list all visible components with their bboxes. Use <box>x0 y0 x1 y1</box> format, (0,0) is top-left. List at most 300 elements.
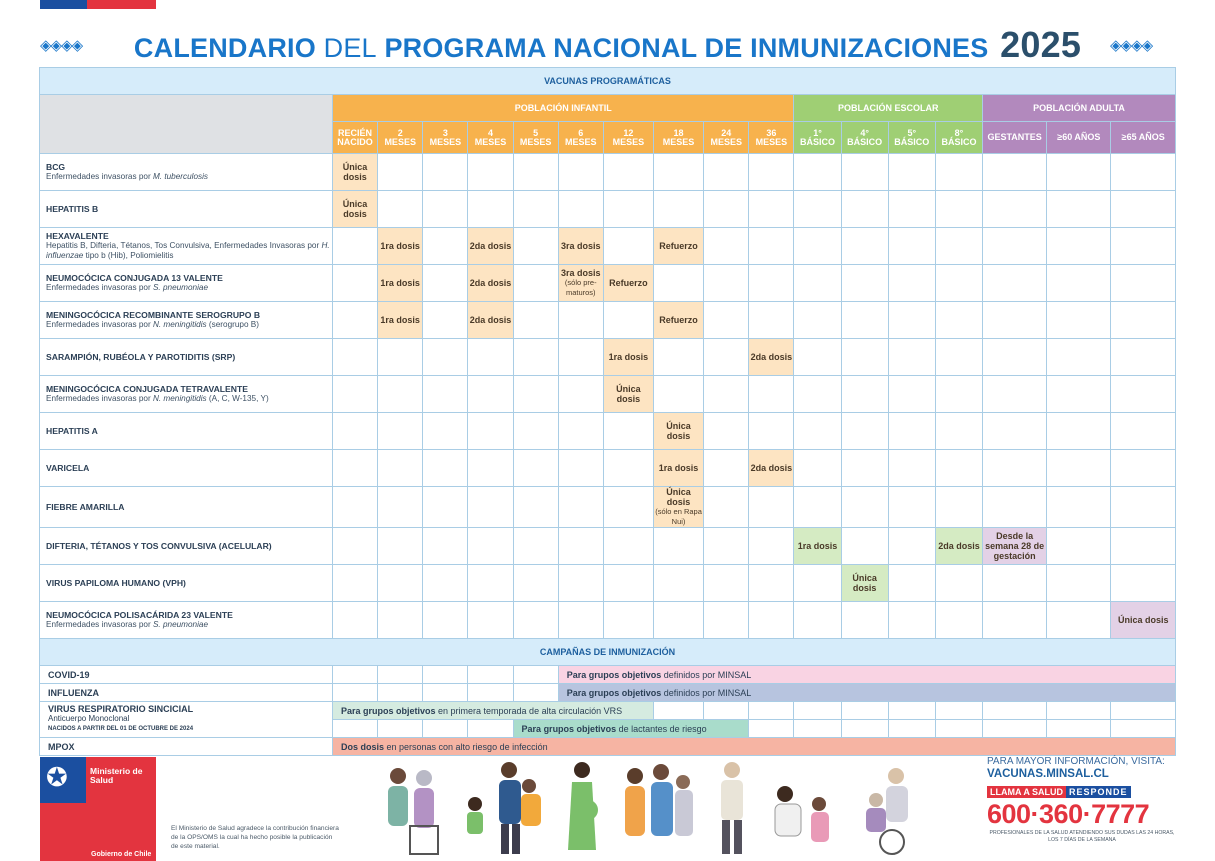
empty-cell <box>468 413 513 450</box>
empty-cell <box>983 450 1047 487</box>
empty-cell <box>749 265 794 302</box>
empty-cell <box>794 413 841 450</box>
age-column-16: ≥65 AÑOS <box>1111 122 1176 154</box>
empty-cell <box>841 339 888 376</box>
empty-cell <box>935 376 982 413</box>
vaccine-row <box>40 487 1176 528</box>
empty-cell <box>378 565 423 602</box>
empty-cell <box>603 602 653 639</box>
campaign-bar-vrs-season: Para grupos objetivos en primera temporada de alta circulación VRS <box>332 702 653 720</box>
empty-cell <box>513 528 558 565</box>
empty-cell <box>888 265 935 302</box>
empty-cell <box>841 265 888 302</box>
dose-cell: 2da dosis <box>935 528 982 565</box>
empty-cell <box>1047 720 1111 738</box>
empty-cell <box>888 720 935 738</box>
dose-cell: 1ra dosis <box>378 302 423 339</box>
empty-cell <box>468 191 513 228</box>
campaign-name: COVID-19 <box>40 666 333 684</box>
vaccination-calendar-table <box>39 67 1176 756</box>
empty-cell <box>1111 565 1176 602</box>
empty-cell <box>378 413 423 450</box>
empty-cell <box>468 376 513 413</box>
empty-cell <box>603 565 653 602</box>
empty-cell <box>468 154 513 191</box>
empty-cell <box>841 702 888 720</box>
dose-cell: Refuerzo <box>653 228 703 265</box>
empty-cell <box>558 602 603 639</box>
empty-cell <box>332 376 377 413</box>
empty-cell <box>423 265 468 302</box>
empty-cell <box>935 228 982 265</box>
empty-cell <box>935 720 982 738</box>
empty-cell <box>558 528 603 565</box>
empty-cell <box>983 191 1047 228</box>
age-column-10: 1° BÁSICO <box>794 122 841 154</box>
group-illustration <box>617 760 697 856</box>
vaccine-row <box>40 602 1176 639</box>
age-column-9: 36 MESES <box>749 122 794 154</box>
empty-cell <box>332 565 377 602</box>
empty-cell <box>1047 302 1111 339</box>
empty-cell <box>1047 265 1111 302</box>
empty-cell <box>983 702 1047 720</box>
ministry-logo <box>40 757 156 861</box>
empty-cell <box>423 228 468 265</box>
empty-cell <box>378 684 423 702</box>
vaccine-row <box>40 528 1176 565</box>
empty-cell <box>603 450 653 487</box>
empty-cell <box>603 154 653 191</box>
age-column-3: 4 MESES <box>468 122 513 154</box>
empty-cell <box>1111 413 1176 450</box>
empty-cell <box>653 702 703 720</box>
empty-cell <box>704 487 749 528</box>
empty-cell <box>794 602 841 639</box>
empty-cell <box>378 450 423 487</box>
ornament-left-icon: ◈◈◈◈ <box>40 37 83 54</box>
vaccine-name-cell <box>40 154 333 191</box>
empty-cell <box>704 339 749 376</box>
empty-cell <box>1111 487 1176 528</box>
age-column-11: 4° BÁSICO <box>841 122 888 154</box>
empty-cell <box>704 450 749 487</box>
empty-cell <box>558 450 603 487</box>
empty-cell <box>332 602 377 639</box>
empty-cell <box>378 720 423 738</box>
empty-cell <box>983 602 1047 639</box>
empty-cell <box>749 487 794 528</box>
empty-cell <box>794 450 841 487</box>
empty-cell <box>378 191 423 228</box>
vaccine-name-cell <box>40 376 333 413</box>
vaccine-name: MENINGOCÓCICA CONJUGADA TETRAVALENTE <box>46 384 248 394</box>
empty-cell <box>653 265 703 302</box>
hotline-note: PROFESIONALES DE LA SALUD ATENDIENDO SUS DUDAS LAS 24 HORAS, LOS 7 DÍAS DE LA SEMANA <box>989 830 1175 843</box>
vaccine-row <box>40 228 1176 265</box>
empty-cell <box>558 339 603 376</box>
elderly-man-illustration <box>712 760 752 856</box>
empty-cell <box>423 684 468 702</box>
dose-cell: 1ra dosis <box>378 265 423 302</box>
campaign-name-vrs: VIRUS RESPIRATORIO SINCICIAL Anticuerpo Monoclonal NACIDOS A PARTIR DEL 01 DE OCTUBRE DE 2024 <box>40 702 333 738</box>
empty-cell <box>653 376 703 413</box>
vaccine-description: Enfermedades invasoras por S. pneumoniae <box>46 620 209 629</box>
hotline-phone[interactable]: 600·360·7777 <box>987 799 1150 829</box>
empty-cell <box>888 154 935 191</box>
parent-child-illustration <box>767 776 837 856</box>
caregiver-wheelchair-illustration <box>852 766 922 856</box>
age-column-8: 24 MESES <box>704 122 749 154</box>
empty-cell <box>749 376 794 413</box>
empty-cell <box>603 487 653 528</box>
elderly-women-illustration <box>378 764 442 856</box>
dose-cell: Única dosis <box>841 565 888 602</box>
empty-cell <box>935 413 982 450</box>
empty-cell <box>841 413 888 450</box>
empty-cell <box>888 450 935 487</box>
vaccine-row <box>40 376 1176 413</box>
group-infant: POBLACIÓN INFANTIL <box>332 95 793 122</box>
empty-cell <box>1111 228 1176 265</box>
empty-cell <box>749 413 794 450</box>
empty-cell <box>1111 528 1176 565</box>
age-column-2: 3 MESES <box>423 122 468 154</box>
empty-cell <box>558 413 603 450</box>
empty-cell <box>513 602 558 639</box>
ornament-right-icon: ◈◈◈◈ <box>1110 37 1153 54</box>
empty-cell <box>841 602 888 639</box>
vaccine-name-cell <box>40 528 333 565</box>
empty-cell <box>423 487 468 528</box>
empty-cell <box>468 684 513 702</box>
empty-cell <box>332 528 377 565</box>
empty-cell <box>423 666 468 684</box>
vaccine-name-cell <box>40 487 333 528</box>
empty-cell <box>468 565 513 602</box>
age-column-0: RECIÉN NACIDO <box>332 122 377 154</box>
empty-cell <box>332 666 377 684</box>
group-adult: POBLACIÓN ADULTA <box>983 95 1176 122</box>
empty-cell <box>653 602 703 639</box>
age-column-4: 5 MESES <box>513 122 558 154</box>
empty-cell <box>513 228 558 265</box>
vaccine-description: Enfermedades invasoras por N. meningitidis (serogrupo B) <box>46 320 259 329</box>
empty-cell <box>704 702 749 720</box>
empty-cell <box>558 302 603 339</box>
empty-cell <box>513 376 558 413</box>
empty-cell <box>653 191 703 228</box>
empty-cell <box>1111 339 1176 376</box>
dose-cell: Única dosis <box>653 413 703 450</box>
empty-cell <box>1111 450 1176 487</box>
vaccine-name-cell <box>40 228 333 265</box>
empty-cell <box>888 602 935 639</box>
dose-cell: 1ra dosis <box>603 339 653 376</box>
empty-cell <box>749 191 794 228</box>
empty-cell <box>983 487 1047 528</box>
empty-cell <box>558 376 603 413</box>
empty-cell <box>468 602 513 639</box>
empty-cell <box>794 487 841 528</box>
empty-cell <box>1111 376 1176 413</box>
empty-cell <box>1111 191 1176 228</box>
empty-cell <box>513 565 558 602</box>
empty-cell <box>468 450 513 487</box>
empty-cell <box>794 565 841 602</box>
empty-cell <box>704 528 749 565</box>
people-illustration <box>370 760 930 856</box>
empty-cell <box>423 191 468 228</box>
empty-cell <box>423 602 468 639</box>
empty-cell <box>653 154 703 191</box>
empty-cell <box>378 602 423 639</box>
empty-cell <box>1047 191 1111 228</box>
empty-cell <box>983 339 1047 376</box>
empty-cell <box>749 302 794 339</box>
vaccine-name: HEXAVALENTE <box>46 231 109 241</box>
age-column-7: 18 MESES <box>653 122 703 154</box>
empty-cell <box>841 191 888 228</box>
empty-cell <box>935 154 982 191</box>
empty-cell <box>749 602 794 639</box>
empty-cell <box>841 528 888 565</box>
empty-cell <box>1047 702 1111 720</box>
empty-cell <box>1047 565 1111 602</box>
empty-cell <box>332 413 377 450</box>
dose-cell: 3ra dosis <box>558 228 603 265</box>
contact-info <box>987 756 1177 844</box>
vaccine-name: FIEBRE AMARILLA <box>46 502 125 512</box>
chile-crest-icon: ✪ <box>46 762 68 792</box>
empty-cell <box>841 302 888 339</box>
empty-cell <box>841 154 888 191</box>
empty-cell <box>1111 154 1176 191</box>
dose-cell: 3ra dosis (sólo pre-maturos) <box>558 265 603 302</box>
empty-cell <box>603 528 653 565</box>
dose-cell: Única dosis (sólo en Rapa Nui) <box>655 487 702 526</box>
empty-cell <box>888 191 935 228</box>
dose-cell: Única dosis <box>1111 602 1176 639</box>
dose-cell: Única dosis <box>332 191 377 228</box>
vaccine-description: Hepatitis B, Difteria, Tétanos, Tos Convulsiva, Enfermedades Invasoras por H. influenzae tipo b (Hib), Poliomielitis <box>46 241 330 260</box>
empty-cell <box>423 413 468 450</box>
vaccine-name-cell <box>40 339 333 376</box>
government-label: Gobierno de Chile <box>91 851 152 858</box>
empty-cell <box>653 339 703 376</box>
empty-cell <box>794 191 841 228</box>
empty-cell <box>704 376 749 413</box>
vaccine-name-cell <box>40 302 333 339</box>
vaccine-name: SARAMPIÓN, RUBÉOLA Y PAROTIDITIS (SRP) <box>46 352 236 362</box>
empty-cell <box>558 565 603 602</box>
empty-cell <box>513 666 558 684</box>
empty-cell <box>794 154 841 191</box>
vaccine-row <box>40 339 1176 376</box>
empty-cell <box>749 565 794 602</box>
empty-cell <box>983 228 1047 265</box>
dose-cell: 1ra dosis <box>378 228 423 265</box>
empty-cell <box>378 339 423 376</box>
empty-cell <box>749 720 794 738</box>
empty-cell <box>888 487 935 528</box>
vaccine-header-cell <box>40 95 333 154</box>
campaign-name: MPOX <box>40 738 333 756</box>
empty-cell <box>513 413 558 450</box>
empty-cell <box>378 487 423 528</box>
empty-cell <box>513 684 558 702</box>
empty-cell <box>332 302 377 339</box>
empty-cell <box>983 720 1047 738</box>
vaccine-row <box>40 302 1176 339</box>
section-campaigns: CAMPAÑAS DE INMUNIZACIÓN <box>40 639 1176 666</box>
empty-cell <box>841 376 888 413</box>
empty-cell <box>423 376 468 413</box>
empty-cell <box>332 265 377 302</box>
empty-cell <box>935 302 982 339</box>
vaccine-row <box>40 191 1176 228</box>
empty-cell <box>653 565 703 602</box>
empty-cell <box>749 528 794 565</box>
vaccine-name: NEUMOCÓCICA POLISACÁRIDA 23 VALENTE <box>46 610 233 620</box>
empty-cell <box>603 413 653 450</box>
empty-cell <box>704 265 749 302</box>
vaccine-name-cell <box>40 413 333 450</box>
vaccine-name: MENINGOCÓCICA RECOMBINANTE SEROGRUPO B <box>46 310 261 320</box>
dose-cell: 1ra dosis <box>794 528 841 565</box>
empty-cell <box>983 154 1047 191</box>
vaccine-name-cell <box>40 450 333 487</box>
section-programmatic: VACUNAS PROGRAMÁTICAS <box>40 68 1176 95</box>
empty-cell <box>794 302 841 339</box>
hotline-llama: LLAMA A SALUD <box>987 786 1066 798</box>
empty-cell <box>841 487 888 528</box>
campaign-bar-covid: Para grupos objetivos definidos por MINSAL <box>558 666 1175 684</box>
empty-cell <box>332 684 377 702</box>
dose-cell: 2da dosis <box>468 265 513 302</box>
empty-cell <box>704 602 749 639</box>
hotline-responde: RESPONDE <box>1066 786 1131 798</box>
vaccine-name-cell <box>40 191 333 228</box>
empty-cell <box>513 265 558 302</box>
empty-cell <box>378 666 423 684</box>
empty-cell <box>513 191 558 228</box>
vaccine-description: Enfermedades invasoras por S. pneumoniae <box>46 283 209 292</box>
age-column-13: 8° BÁSICO <box>935 122 982 154</box>
empty-cell <box>468 666 513 684</box>
age-column-1: 2 MESES <box>378 122 423 154</box>
vaccine-row <box>40 265 1176 302</box>
empty-cell <box>749 154 794 191</box>
empty-cell <box>841 228 888 265</box>
empty-cell <box>513 302 558 339</box>
vaccine-name-cell <box>40 265 333 302</box>
page-title: CALENDARIO DEL PROGRAMA NACIONAL DE INMUNIZACIONES 2025 <box>133 24 1082 65</box>
flag-bar <box>40 0 156 9</box>
empty-cell <box>378 154 423 191</box>
more-info-label: PARA MAYOR INFORMACIÓN, VISITA: <box>987 756 1165 767</box>
empty-cell <box>1047 339 1111 376</box>
empty-cell <box>558 487 603 528</box>
empty-cell <box>558 191 603 228</box>
dose-cell: Refuerzo <box>603 265 653 302</box>
empty-cell <box>888 565 935 602</box>
empty-cell <box>935 602 982 639</box>
empty-cell <box>603 191 653 228</box>
vaccine-row <box>40 565 1176 602</box>
age-column-14: GESTANTES <box>983 122 1047 154</box>
vaccine-name-cell <box>40 565 333 602</box>
empty-cell <box>794 702 841 720</box>
empty-cell <box>704 228 749 265</box>
dose-cell: Refuerzo <box>653 302 703 339</box>
empty-cell <box>423 565 468 602</box>
empty-cell <box>888 228 935 265</box>
empty-cell <box>888 413 935 450</box>
dose-cell: Única dosis <box>332 154 377 191</box>
campaign-bar-vrs-risk: Para grupos objetivos de lactantes de riesgo <box>513 720 749 738</box>
empty-cell <box>794 265 841 302</box>
empty-cell <box>603 228 653 265</box>
vaccine-name: BCG <box>46 162 66 172</box>
empty-cell <box>468 720 513 738</box>
empty-cell <box>935 565 982 602</box>
empty-cell <box>468 339 513 376</box>
empty-cell <box>513 339 558 376</box>
vaccine-name: NEUMOCÓCICA CONJUGADA 13 VALENTE <box>46 273 223 283</box>
empty-cell <box>1047 487 1111 528</box>
empty-cell <box>1047 154 1111 191</box>
vaccine-name: HEPATITIS A <box>46 426 98 436</box>
vaccine-name: VARICELA <box>46 463 90 473</box>
age-column-15: ≥60 AÑOS <box>1047 122 1111 154</box>
hotline-banner <box>987 786 1177 798</box>
family-illustration <box>457 760 547 856</box>
empty-cell <box>794 720 841 738</box>
empty-cell <box>704 154 749 191</box>
empty-cell <box>704 565 749 602</box>
empty-cell <box>378 528 423 565</box>
empty-cell <box>558 154 603 191</box>
empty-cell <box>1111 720 1176 738</box>
dose-cell: Única dosis <box>603 376 653 413</box>
empty-cell <box>935 265 982 302</box>
empty-cell <box>983 302 1047 339</box>
empty-cell <box>513 450 558 487</box>
empty-cell <box>841 450 888 487</box>
empty-cell <box>704 191 749 228</box>
vaccine-row <box>40 154 1176 191</box>
empty-cell <box>749 228 794 265</box>
website-link[interactable]: VACUNAS.MINSAL.CL <box>987 768 1109 780</box>
campaign-bar-influenza: Para grupos objetivos definidos por MINSAL <box>558 684 1175 702</box>
empty-cell <box>935 702 982 720</box>
empty-cell <box>423 154 468 191</box>
age-column-5: 6 MESES <box>558 122 603 154</box>
dose-cell: 2da dosis <box>749 339 794 376</box>
empty-cell <box>704 302 749 339</box>
dose-cell: 2da dosis <box>468 302 513 339</box>
empty-cell <box>423 339 468 376</box>
empty-cell <box>423 450 468 487</box>
empty-cell <box>983 376 1047 413</box>
empty-cell <box>794 228 841 265</box>
campaign-name: INFLUENZA <box>40 684 333 702</box>
empty-cell <box>888 339 935 376</box>
empty-cell <box>513 154 558 191</box>
empty-cell <box>1047 376 1111 413</box>
ministry-name: Ministerio de Salud <box>90 766 143 785</box>
